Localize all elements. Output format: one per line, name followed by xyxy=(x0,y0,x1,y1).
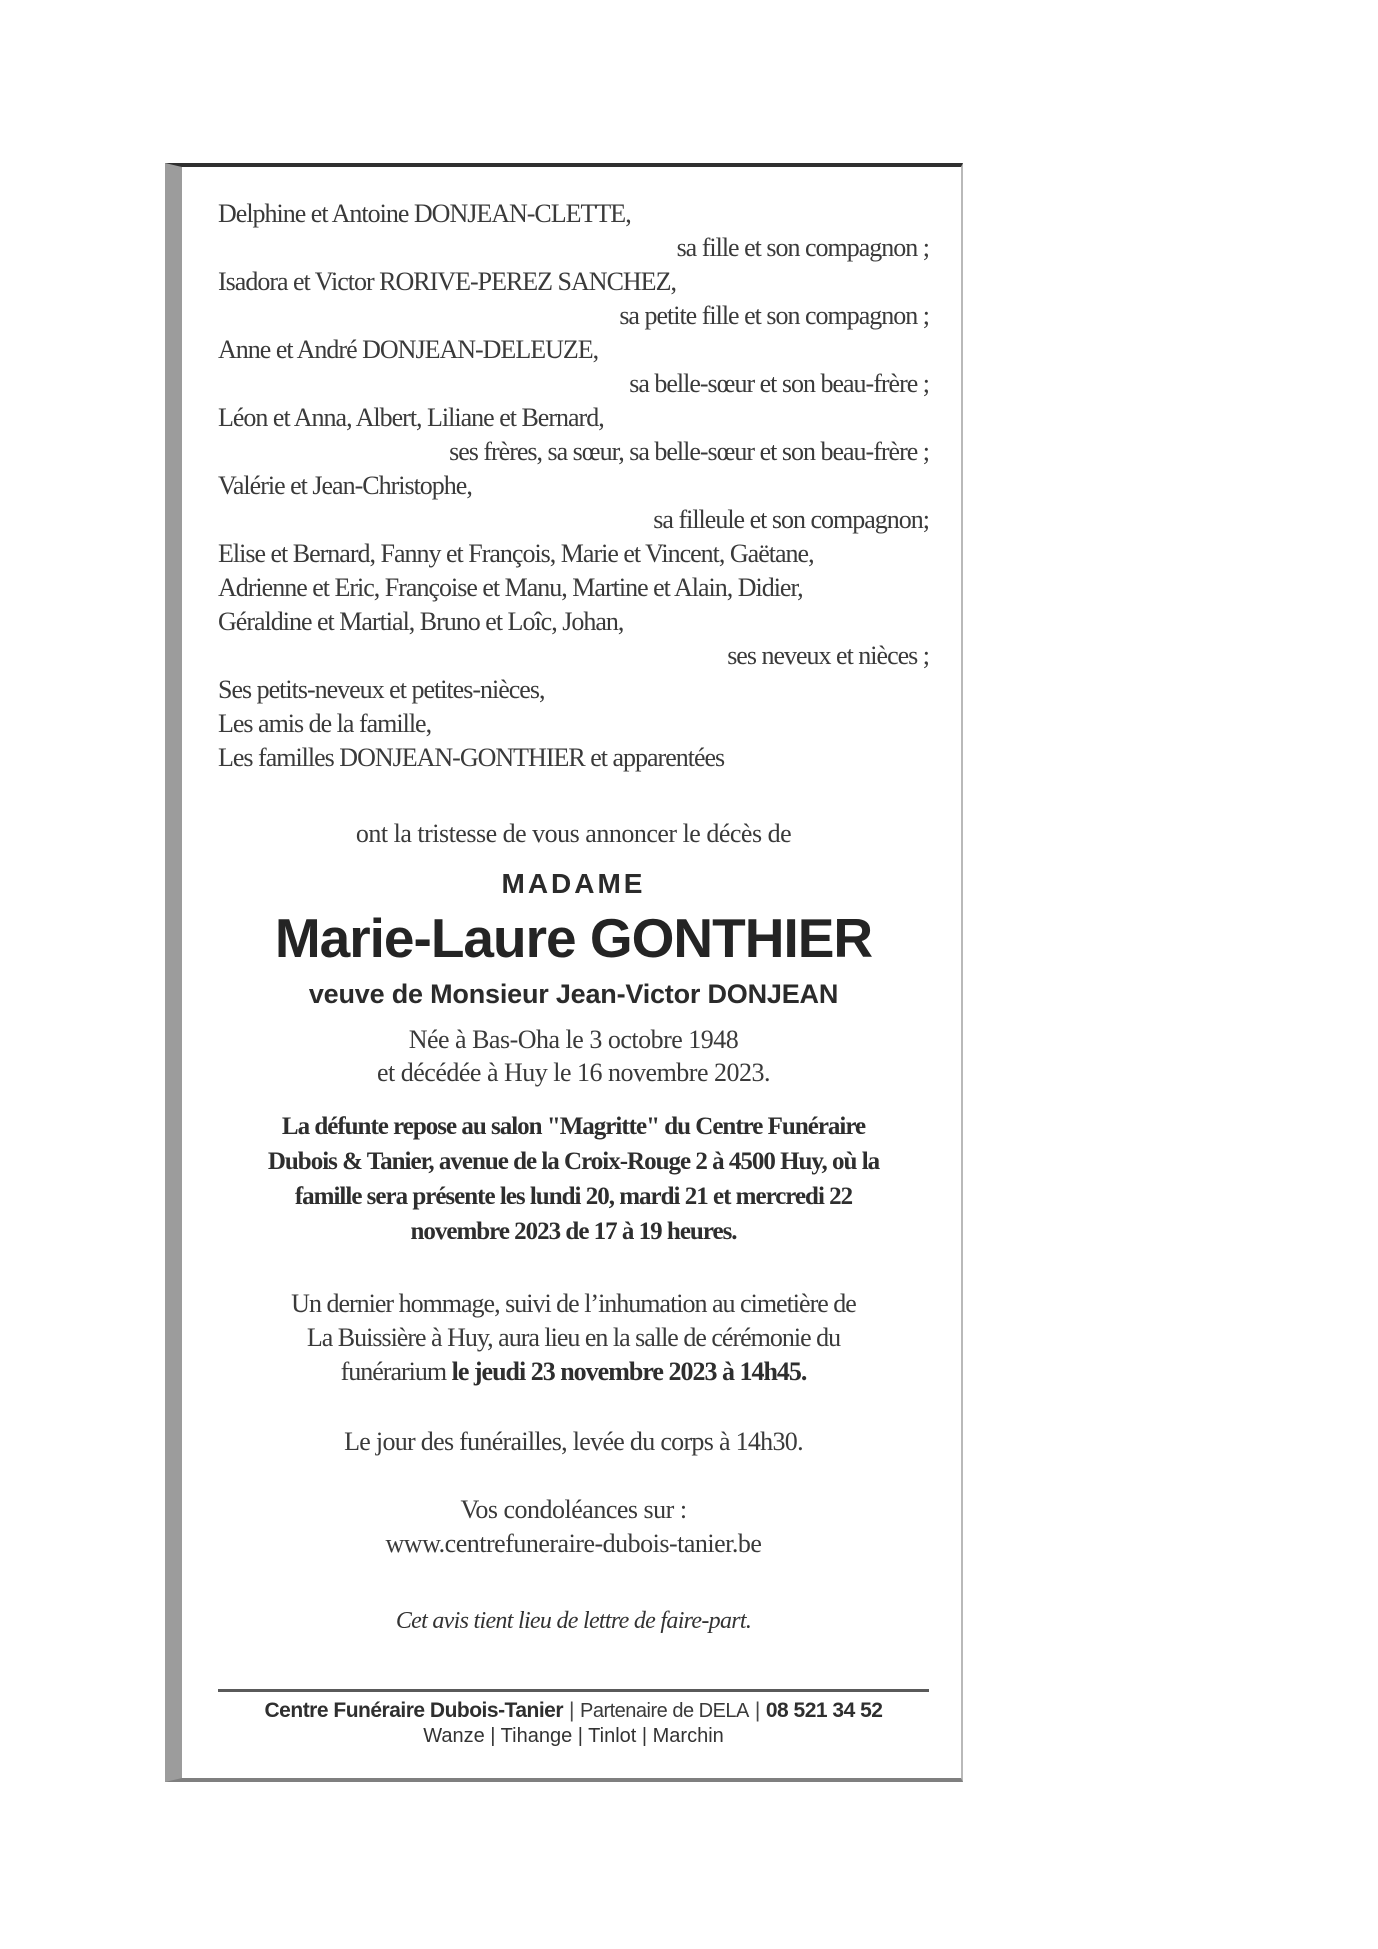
homage-line: Un dernier hommage, suivi de l’inhumation au cimetière de xyxy=(291,1289,856,1318)
relation-name-line: Delphine et Antoine DONJEAN-CLETTE, xyxy=(218,199,631,228)
relation-name-line: Isadora et Victor RORIVE-PEREZ SANCHEZ, xyxy=(218,267,676,296)
relation-name-line: Ses petits-neveux et petites-nièces, xyxy=(218,675,545,704)
footer-locations: Wanze | Tihange | Tinlot | Marchin xyxy=(423,1725,724,1747)
deceased-title: MADAME xyxy=(501,868,646,899)
relation-role-line: ses neveux et nièces ; xyxy=(727,641,929,670)
announcement-line: ont la tristesse de vous annoncer le décès de xyxy=(355,819,792,848)
repose-line: La défunte repose au salon "Magritte" du Centre Funéraire xyxy=(281,1113,866,1140)
homage-line xyxy=(218,1355,929,1389)
relation-name-line: Les familles DONJEAN-GONTHIER et apparentées xyxy=(218,743,725,772)
deceased-name: Marie-Laure GONTHIER xyxy=(274,907,873,969)
relation-name-line: Les amis de la famille, xyxy=(218,709,432,738)
birth-death-dates xyxy=(218,1023,929,1089)
footer-phone: 08 521 34 52 xyxy=(765,1699,883,1722)
relation-name-line: Elise et Bernard, Fanny et François, Marie et Vincent, Gaëtane, xyxy=(218,539,814,568)
relation-role-line: sa belle-sœur et son beau-frère ; xyxy=(629,369,929,398)
funeral-home-footer xyxy=(218,1689,929,1748)
relations-list xyxy=(218,197,929,775)
repose-line: Dubois & Tanier, avenue de la Croix-Rouge 2 à 4500 Huy, où la xyxy=(267,1148,880,1175)
relation-name-line: Léon et Anna, Albert, Liliane et Bernard, xyxy=(218,403,604,432)
relation-role-line: ses frères, sa sœur, sa belle-sœur et son beau-frère ; xyxy=(449,437,929,466)
relation-name-line: Anne et André DONJEAN-DELEUZE, xyxy=(218,335,599,364)
homage-line-regular: funérarium xyxy=(340,1357,452,1386)
homage-line-bold-date: le jeudi 23 novembre 2023 à 14h45. xyxy=(451,1357,807,1386)
condolences-label: Vos condoléances sur : xyxy=(460,1495,687,1524)
levee-du-corps-line: Le jour des funérailles, levée du corps à 14h30. xyxy=(344,1427,803,1456)
condolences-block xyxy=(218,1493,929,1561)
relation-name-line: Valérie et Jean-Christophe, xyxy=(218,471,472,500)
footer-separator: | xyxy=(569,1699,574,1722)
faire-part-notice: Cet avis tient lieu de lettre de faire-part. xyxy=(395,1608,752,1634)
footer-company-name: Centre Funéraire Dubois-Tanier xyxy=(264,1699,564,1722)
relation-name-line: Géraldine et Martial, Bruno et Loîc, Johan, xyxy=(218,607,624,636)
condolences-url: www.centrefuneraire-dubois-tanier.be xyxy=(385,1529,762,1558)
footer-partner: Partenaire de DELA xyxy=(580,1700,749,1722)
widow-line: veuve de Monsieur Jean-Victor DONJEAN xyxy=(308,979,839,1009)
birth-line: Née à Bas-Oha le 3 octobre 1948 xyxy=(408,1025,739,1054)
homage-paragraph xyxy=(218,1287,929,1389)
relation-role-line: sa fille et son compagnon ; xyxy=(676,233,929,262)
death-line: et décédée à Huy le 16 novembre 2023. xyxy=(376,1058,770,1087)
repose-paragraph xyxy=(218,1109,929,1249)
footer-divider xyxy=(218,1689,929,1692)
relation-role-line: sa filleule et son compagnon; xyxy=(653,505,929,534)
obituary-notice-page xyxy=(165,163,963,1782)
repose-line: famille sera présente les lundi 20, mardi 21 et mercredi 22 xyxy=(294,1183,853,1210)
homage-line: La Buissière à Huy, aura lieu en la salle de cérémonie du xyxy=(306,1323,841,1352)
footer-contact-line xyxy=(218,1698,929,1724)
footer-separator: | xyxy=(754,1699,760,1722)
repose-line: novembre 2023 de 17 à 19 heures. xyxy=(410,1218,737,1245)
relation-name-line: Adrienne et Eric, Françoise et Manu, Martine et Alain, Didier, xyxy=(218,573,803,602)
relation-role-line: sa petite fille et son compagnon ; xyxy=(619,301,929,330)
